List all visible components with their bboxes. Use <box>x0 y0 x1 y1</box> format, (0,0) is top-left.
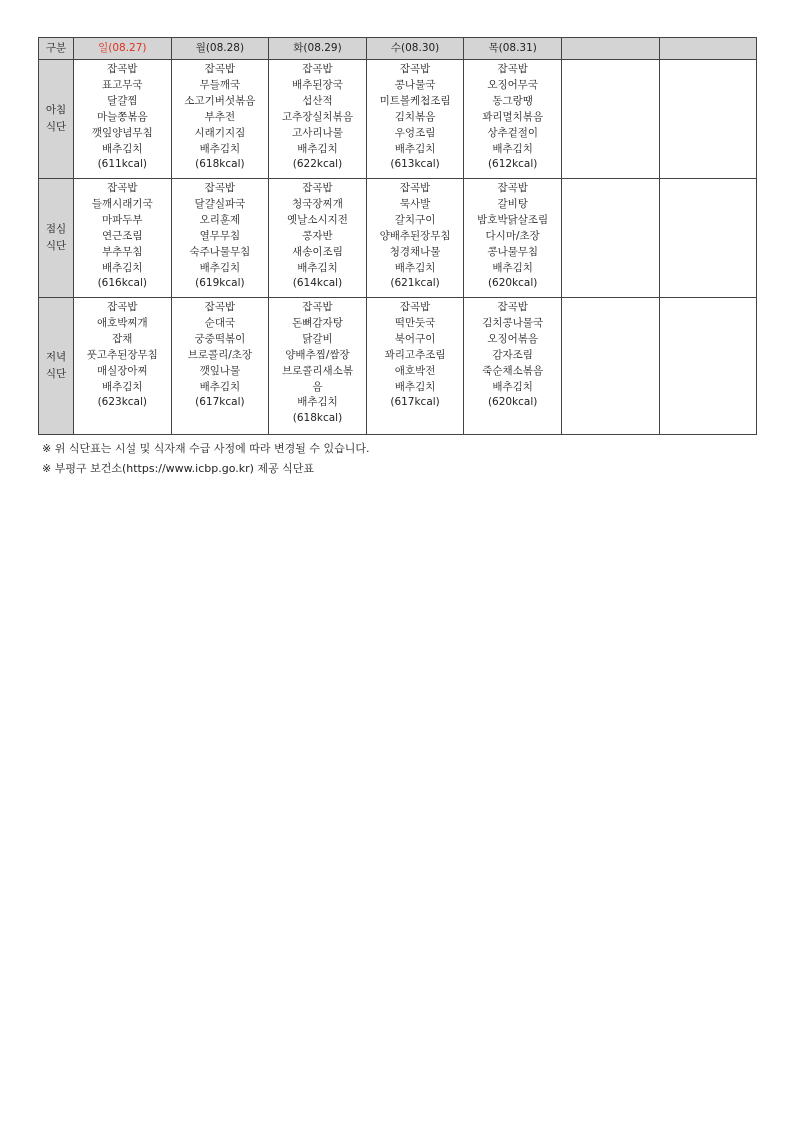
menu-cell <box>659 179 756 298</box>
dish-item: (616kcal) <box>97 277 148 290</box>
dish-item: 잡곡밥 <box>497 182 528 194</box>
dish-item: 배추김치 <box>297 261 338 274</box>
dish-item: 잡곡밥 <box>107 182 138 194</box>
meal-label <box>39 298 74 435</box>
dish-item: 고사리나물 <box>292 126 343 139</box>
menu-cell <box>366 298 464 435</box>
dish-item: 청경채나물 <box>389 245 441 258</box>
menu-cell <box>171 60 269 179</box>
dish-item: 콩자반 <box>302 229 333 242</box>
day-header-tuesday: 화(08.29) <box>269 38 367 60</box>
category-header: 구분 <box>39 38 74 60</box>
dish-item: (618kcal) <box>195 158 245 171</box>
dish-item: (621kcal) <box>390 277 440 290</box>
dish-item: 김치콩나물국 <box>482 316 544 329</box>
menu-cell <box>659 60 756 179</box>
dish-item: 배추김치 <box>394 261 436 274</box>
menu-cell <box>366 60 464 179</box>
dish-item: (617kcal) <box>390 396 440 409</box>
dish-item: 콩나물국 <box>394 78 436 91</box>
dish-item: 잡곡밥 <box>497 63 528 75</box>
dish-item: 부추무침 <box>102 245 143 258</box>
dish-item: 배추김치 <box>199 142 241 155</box>
dish-item: 브로콜리/초장 <box>187 348 253 361</box>
dish-item: 소고기버섯볶음 <box>184 94 256 107</box>
menu-cell <box>464 179 562 298</box>
dish-item: (618kcal) <box>292 412 343 425</box>
dish-item: 상추겉절이 <box>487 126 539 139</box>
menu-cell <box>74 60 172 179</box>
meal-label-line: 식단 <box>45 368 67 380</box>
menu-cell <box>269 179 367 298</box>
menu-cell <box>269 298 367 435</box>
dish-item: 잡곡밥 <box>107 301 138 313</box>
dish-item: 배추김치 <box>492 261 533 274</box>
menu-cell <box>171 179 269 298</box>
day-header-thursday: 목(08.31) <box>464 38 562 60</box>
day-header-sunday: 일(08.27) <box>74 38 172 60</box>
dish-item: 시래기지짐 <box>194 126 246 139</box>
menu-cell <box>561 60 659 179</box>
dish-item: 잡곡밥 <box>302 182 333 194</box>
dish-item: 김치볶음 <box>394 110 436 123</box>
dish-item: 콩나물무침 <box>487 245 539 258</box>
dish-item: (619kcal) <box>195 277 245 290</box>
dish-item: 잡곡밥 <box>204 182 236 194</box>
dish-item: 마늘쫑볶음 <box>96 110 148 123</box>
dish-item: 들깨시래기국 <box>91 197 153 210</box>
dish-item: 잡곡밥 <box>399 63 431 75</box>
dish-item: (617kcal) <box>195 396 245 409</box>
dish-item: 배추김치 <box>297 396 338 409</box>
menu-body <box>39 60 757 435</box>
meal-label-line: 아침 <box>45 104 67 116</box>
meal-label <box>39 179 74 298</box>
dish-item: 배추김치 <box>297 142 338 155</box>
dish-item: 청국장찌개 <box>292 197 343 210</box>
dish-item: (620kcal) <box>487 277 538 290</box>
dish-item: 마파두부 <box>102 213 143 226</box>
dish-item: 표고무국 <box>102 78 143 91</box>
meal-label-line: 점심 <box>45 223 67 235</box>
dish-item: 잡곡밥 <box>204 63 236 75</box>
dish-item: (614kcal) <box>292 277 343 290</box>
meal-label-line: 식단 <box>45 240 67 252</box>
dish-item: 풋고추된장무침 <box>86 348 158 361</box>
dish-item: 잡곡밥 <box>302 63 333 75</box>
dish-item: 배추김치 <box>492 142 533 155</box>
header-row <box>39 38 757 60</box>
dinner-row <box>39 298 757 435</box>
dish-item: 닭갈비 <box>302 332 333 345</box>
dish-item: 섭산적 <box>302 94 333 107</box>
dish-item: 잡곡밥 <box>399 182 431 194</box>
dish-item: 달걀실파국 <box>194 197 246 210</box>
dish-item: 우엉조림 <box>394 126 436 139</box>
dish-item: 열무무침 <box>199 229 241 242</box>
dish-item: 잡곡밥 <box>204 301 236 313</box>
dish-item: 음 <box>312 380 323 393</box>
dish-item: 밤호박닭살조림 <box>477 213 549 226</box>
dish-item: 꽈리고추조림 <box>384 348 446 361</box>
dish-item: 꽈리멸치볶음 <box>482 110 544 123</box>
dish-item: 애호박찌개 <box>96 316 148 329</box>
day-header-wednesday: 수(08.30) <box>366 38 464 60</box>
dish-item: (623kcal) <box>97 396 148 409</box>
dish-item: 연근조림 <box>102 229 143 242</box>
dish-item: 배추김치 <box>199 261 241 274</box>
dish-item: 배추김치 <box>102 261 143 274</box>
menu-cell <box>269 60 367 179</box>
dish-item: 달걀찜 <box>107 94 138 107</box>
day-header-monday: 월(08.28) <box>171 38 269 60</box>
day-header-empty <box>659 38 756 60</box>
note-source: ※ 부평구 보건소(https://www.icbp.go.kr) 제공 식단표 <box>42 462 315 475</box>
dish-item: 깻잎양념무침 <box>91 126 153 139</box>
dish-item: 옛날소시지전 <box>287 213 348 226</box>
dish-item: 무들깨국 <box>199 78 241 91</box>
dish-item: 미트볼케첩조림 <box>379 94 451 107</box>
dish-item: (611kcal) <box>97 158 148 171</box>
dish-item: 오리훈제 <box>199 213 241 226</box>
day-header-empty <box>561 38 659 60</box>
menu-cell <box>171 298 269 435</box>
dish-item: (620kcal) <box>487 396 538 409</box>
dish-item: 감자조림 <box>492 348 533 361</box>
dish-item: 부추전 <box>204 110 236 123</box>
dish-item: 배추김치 <box>394 142 436 155</box>
dish-item: 다시마/초장 <box>485 229 540 242</box>
dish-item: 갈치구이 <box>394 213 436 226</box>
menu-cell <box>561 298 659 435</box>
menu-cell <box>366 179 464 298</box>
dish-item: 배추된장국 <box>292 78 343 91</box>
notes <box>42 439 369 479</box>
dish-item: 고추장실치볶음 <box>281 110 353 123</box>
menu-table <box>38 37 757 435</box>
dish-item: 잡곡밥 <box>497 301 528 313</box>
dish-item: 깻잎나물 <box>199 364 241 377</box>
menu-cell <box>464 298 562 435</box>
dish-item: 잡곡밥 <box>399 301 431 313</box>
dish-item: 떡만둣국 <box>394 316 436 329</box>
dish-item: 동그랑땡 <box>492 94 533 107</box>
dish-item: 브로콜리새소볶 <box>281 364 353 377</box>
dish-item: (612kcal) <box>487 158 538 171</box>
dish-item: 잡채 <box>112 332 133 345</box>
dish-item: 돈뼈감자탕 <box>292 316 343 329</box>
meal-label-line: 저녁 <box>45 351 67 363</box>
dish-item: 숙주나물무침 <box>189 245 251 258</box>
dish-item: 죽순채소볶음 <box>482 364 544 377</box>
dish-item: (613kcal) <box>390 158 440 171</box>
dish-item: 잡곡밥 <box>107 63 138 75</box>
dish-item: 오징어무국 <box>487 78 539 91</box>
note-change-notice: ※ 위 식단표는 시설 및 식자재 수급 사정에 따라 변경될 수 있습니다. <box>42 442 370 455</box>
dish-item: 갈비탕 <box>497 197 528 210</box>
dish-item: 배추김치 <box>102 142 143 155</box>
dish-item: 배추김치 <box>492 380 533 393</box>
menu-cell <box>74 179 172 298</box>
dish-item: 궁중떡볶이 <box>194 332 246 345</box>
dish-item: 배추김치 <box>102 380 143 393</box>
dish-item: 양배추된장무침 <box>379 229 451 242</box>
dish-item: 양배추찜/쌈장 <box>285 348 350 361</box>
breakfast-row <box>39 60 757 179</box>
menu-cell <box>74 298 172 435</box>
lunch-row <box>39 179 757 298</box>
dish-item: 순대국 <box>204 316 236 329</box>
menu-cell <box>659 298 756 435</box>
dish-item: 배추김치 <box>394 380 436 393</box>
menu-cell <box>561 179 659 298</box>
meal-label <box>39 60 74 179</box>
menu-cell <box>464 60 562 179</box>
dish-item: 새송이조림 <box>292 245 343 258</box>
dish-item: 잡곡밥 <box>302 301 333 313</box>
dish-item: 애호박전 <box>394 364 436 377</box>
dish-item: 북어구이 <box>394 332 436 345</box>
dish-item: 오징어볶음 <box>487 332 539 345</box>
dish-item: 묵사발 <box>399 197 431 210</box>
dish-item: 배추김치 <box>199 380 241 393</box>
meal-label-line: 식단 <box>45 121 67 133</box>
dish-item: 매실장아찌 <box>96 364 148 377</box>
dish-item: (622kcal) <box>292 158 343 171</box>
